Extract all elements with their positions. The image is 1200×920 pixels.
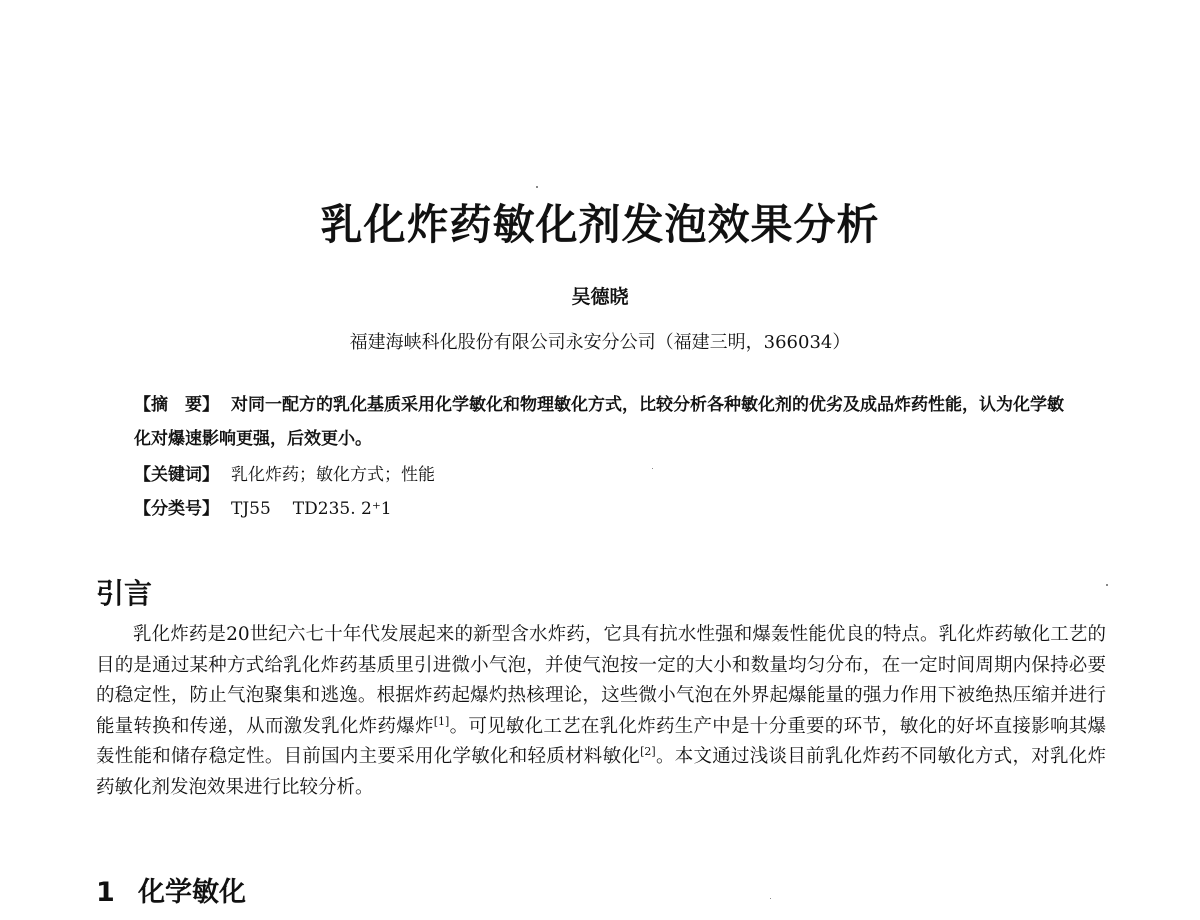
citation-2: [2] (640, 745, 656, 758)
paper-title: 乳化炸药敏化剂发泡效果分析 (320, 200, 880, 249)
intro-text-part-3: 。本文通过浅谈目前乳化炸药不同敏化方式，对乳化炸药敏化剂发泡效果进行比较分析。 (96, 746, 1106, 798)
author-affiliation: 福建海峡科化股份有限公司永安分公司（福建三明，366034） (349, 332, 851, 353)
abstract-label: 【摘 要】 (134, 395, 219, 415)
scan-speck (536, 186, 538, 188)
classification-block (134, 492, 1074, 526)
keywords-text: 乳化炸药；敏化方式；性能 (231, 465, 435, 485)
section-1-heading (96, 870, 246, 909)
classification-code-1: TJ55 (231, 499, 271, 519)
keywords-block (134, 458, 1074, 492)
intro-text-part-2: 。可见敏化工艺在乳化炸药生产中是十分重要的环节，敏化的好坏直接影响其爆轰性能和储存稳定性。目前国内主要采用化学敏化和轻质材料敏化 (96, 715, 1106, 767)
scan-speck (770, 898, 771, 899)
citation-1: [1] (433, 714, 450, 728)
intro-text-part-1: 乳化炸药是20世纪六七十年代发展起来的新型含水炸药，它具有抗水性强和爆轰性能优良的特点。乳化炸药敏化工艺的目的是通过某种方式给乳化炸药基质里引进微小气泡，并使气泡按一定的大小和数量均匀分布，在一定时间周期内保持必要的稳定性，防止气泡聚集和逃逸。根据炸药起爆灼热核理论，这些微小气泡在外界起爆能量的强力作用下被绝热压缩并进行能量转换和传递，从而激发乳化炸药爆炸 (96, 624, 1106, 737)
scan-speck (1106, 584, 1108, 586)
intro-heading: 引言 (96, 577, 153, 610)
section-1-title: 化学敏化 (138, 877, 246, 908)
abstract-text: 对同一配方的乳化基质采用化学敏化和物理敏化方式，比较分析各种敏化剂的优劣及成品炸药性能，认为化学敏化对爆速影响更强，后效更小。 (134, 395, 1064, 449)
classification-label: 【分类号】 (134, 499, 219, 519)
keywords-label: 【关键词】 (134, 465, 219, 485)
abstract-block (134, 388, 1074, 456)
author-name: 吴德晓 (571, 286, 629, 308)
intro-paragraph (96, 620, 1106, 803)
section-1-number: 1 (96, 877, 115, 908)
scan-speck (652, 468, 653, 469)
classification-code-2: TD235. 2⁺1 (292, 499, 392, 519)
